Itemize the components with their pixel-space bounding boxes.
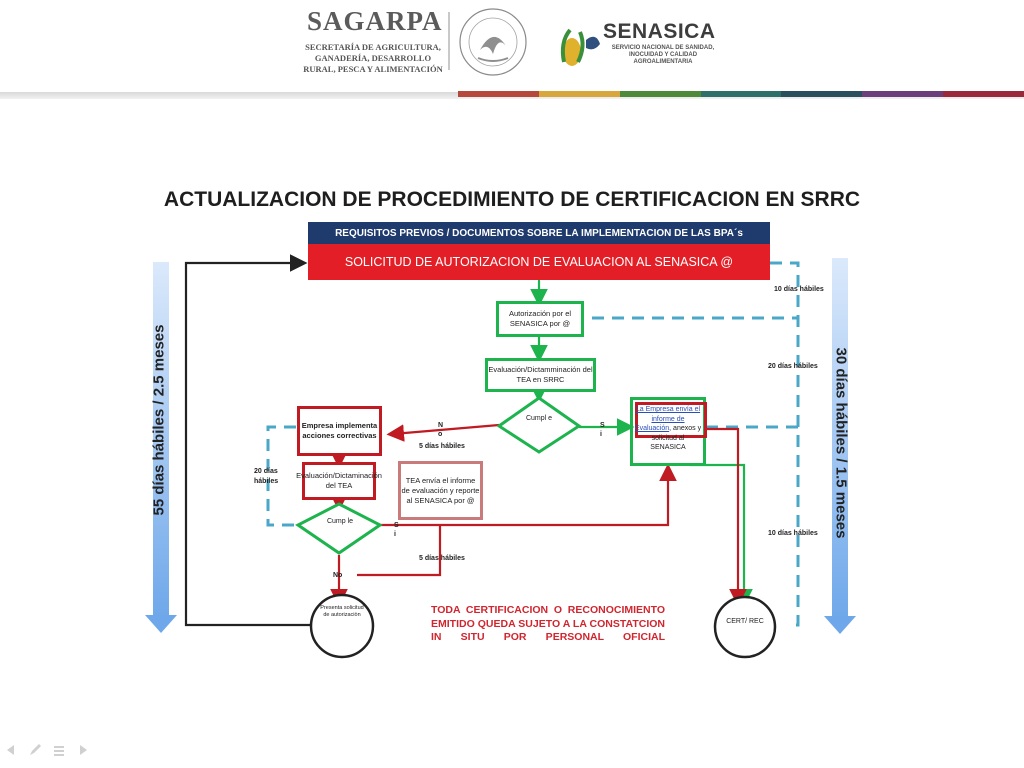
certification-note: TODA CERTIFICACION O RECONOCIMIENTO EMITIDO QUEDA SUJETO A LA CONSTATCION IN SITU POR PERSONAL OFICIAL	[431, 604, 665, 643]
menu-icon[interactable]	[52, 743, 66, 757]
si-top-label: S i	[600, 422, 605, 438]
no-bottom-label: No	[333, 572, 343, 579]
dias-10-label-b: 10 días hábiles	[768, 530, 818, 537]
pen-icon[interactable]	[28, 743, 42, 757]
empresa-envia-text	[633, 405, 703, 453]
tea-envia-box: TEA envía el informe de evaluación y reporte al SENASICA por @	[398, 461, 483, 520]
dias-20-label-left: 20 días hábiles	[254, 468, 279, 485]
evaluacion-dict-box: Evaluación/Dictaminación del TEA	[302, 462, 376, 500]
cumple-2-label: Cump le	[326, 518, 354, 525]
dias-10-label-a: 10 días hábiles	[774, 286, 824, 293]
page-title: ACTUALIZACION DE PROCEDIMIENTO DE CERTIFICACION EN SRRC	[163, 188, 861, 211]
senasica-subtitle: SERVICIO NACIONAL DE SANIDAD, INOCUIDAD Y CALIDAD AGROALIMENTARIA	[611, 45, 715, 65]
cumple-diamond-2	[298, 504, 380, 553]
cumple-1-label: Cumpl e	[525, 415, 553, 422]
requisitos-bar: REQUISITOS PREVIOS / DOCUMENTOS SOBRE LA IMPLEMENTACION DE LAS BPA´s	[308, 222, 770, 244]
back-icon[interactable]	[4, 743, 18, 757]
slideshow-nav	[4, 743, 90, 757]
evaluacion-tea-box: Evaluación/Dictamminación del TEA en SRRC	[485, 358, 596, 392]
left-timeline-label: 55 días hábiles / 2.5 meses	[150, 324, 168, 516]
solicitud-bar: SOLICITUD DE AUTORIZACION DE EVALUACION AL SENASICA @	[308, 244, 770, 280]
cert-text: CERT/ REC	[726, 618, 764, 625]
empresa-envia-rest: , anexos y solicitud al SENASICA	[650, 425, 702, 451]
senasica-logo-text: SENASICA	[603, 20, 716, 43]
sagarpa-logo-text: SAGARPA	[307, 6, 443, 36]
sagarpa-subtitle: SECRETARÍA DE AGRICULTURA, GANADERÍA, DESARROLLO RURAL, PESCA Y ALIMENTACIÓN	[303, 42, 443, 74]
cumple-diamond-1	[499, 398, 579, 452]
dias-5-label-b: 5 días hábiles	[419, 555, 465, 562]
dias-5-label-a: 5 días hábiles	[419, 443, 465, 450]
no-top-label: N o	[438, 422, 444, 438]
dias-20-label-a: 20 días hábiles	[768, 363, 818, 370]
empresa-envia-link[interactable]: La Empresa envía el informe de Evaluación	[634, 406, 701, 432]
forward-icon[interactable]	[76, 743, 90, 757]
cert-circle	[715, 597, 775, 657]
si-bottom-label: S i	[394, 522, 399, 538]
autorizacion-box: Autorización por el SENASICA por @	[496, 301, 584, 337]
empresa-acciones-box: Empresa implementa acciones correctivas	[297, 406, 382, 456]
right-timeline-label: 30 días hábiles / 1.5 meses	[832, 347, 850, 539]
presenta-text: Presenta solicitud de autorizaciòn	[320, 605, 364, 618]
empresa-envia-outer	[630, 397, 706, 466]
